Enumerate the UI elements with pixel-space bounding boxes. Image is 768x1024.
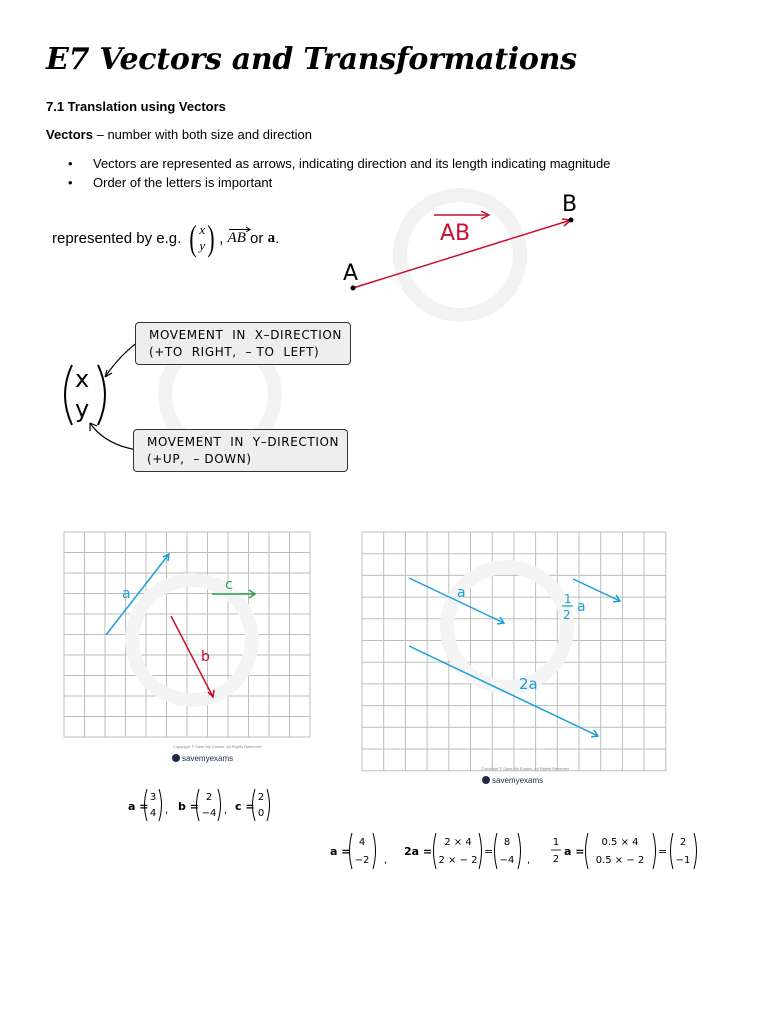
ab-vector-diagram bbox=[330, 185, 600, 300]
y-pointer bbox=[90, 423, 138, 450]
y-callout-line2: (+UP, – DOWN) bbox=[147, 452, 252, 466]
definition-text: – number with both size and direction bbox=[92, 127, 312, 142]
eq1-b-lhs: b = bbox=[178, 800, 199, 813]
bracket-left bbox=[495, 833, 498, 869]
point-a-label: A bbox=[343, 261, 359, 286]
column-entries bbox=[199, 222, 205, 254]
x-direction-callout bbox=[135, 322, 351, 365]
vector-c-label: c bbox=[225, 577, 233, 593]
eq2-half-res-top: 2 bbox=[679, 837, 687, 848]
bracket-right bbox=[159, 789, 162, 821]
bracket-left bbox=[350, 833, 353, 869]
ab-text: AB bbox=[227, 229, 246, 246]
section-heading: 7.1 Translation using Vectors bbox=[46, 99, 226, 114]
bracket-left bbox=[586, 833, 589, 869]
eq2-2a-res-top: 8 bbox=[503, 837, 511, 848]
comma: , bbox=[219, 229, 228, 247]
representation-prefix: represented by e.g. bbox=[52, 229, 186, 247]
point-b-dot bbox=[569, 218, 574, 223]
eq1-a-top: 3 bbox=[149, 792, 157, 803]
equations-grid-1 bbox=[125, 783, 295, 828]
bracket-right bbox=[518, 833, 521, 869]
y-callout-line1: MOVEMENT IN Y–DIRECTION bbox=[147, 435, 340, 449]
left-bracket: ( bbox=[189, 218, 198, 258]
x-callout-line2: (+TO RIGHT, – TO LEFT) bbox=[149, 345, 320, 359]
eq2-a-top: 4 bbox=[358, 837, 366, 848]
bullet-item: • Vectors are represented as arrows, indicating direction and its length indicating magnitude bbox=[68, 154, 610, 173]
eq2-2a-lhs: 2a = bbox=[404, 845, 433, 858]
eq2-2a-top: 2 × 4 bbox=[444, 837, 472, 848]
bracket-right bbox=[479, 833, 482, 869]
brand-logo-icon bbox=[172, 754, 180, 762]
column-bottom: y bbox=[199, 238, 206, 253]
brand-name: savemyexams bbox=[182, 754, 234, 763]
page-title: E7 Vectors and Transformations bbox=[46, 42, 577, 77]
vector-grid-2 bbox=[330, 527, 720, 882]
bracket-right bbox=[694, 833, 697, 869]
ab-notation bbox=[228, 230, 246, 247]
eq2-half-bot: 0.5 × − 2 bbox=[595, 855, 645, 866]
x-pointer bbox=[105, 342, 138, 377]
vector-a-label: a bbox=[122, 586, 131, 602]
right-paren bbox=[98, 365, 105, 425]
eq2-half-lhs: a = bbox=[564, 845, 585, 858]
period: . bbox=[275, 229, 280, 247]
equals: = bbox=[484, 845, 494, 858]
eq1-a-lhs: a = bbox=[128, 800, 149, 813]
eq2-2a-bot: 2 × − 2 bbox=[438, 855, 478, 866]
eq2-2a-res-bot: −4 bbox=[499, 855, 515, 866]
comma: , bbox=[527, 855, 531, 866]
eq1-c-top: 2 bbox=[257, 792, 265, 803]
eq1-a-bot: 4 bbox=[149, 808, 157, 819]
eq1-b-bot: −4 bbox=[201, 808, 217, 819]
representation-line bbox=[52, 220, 279, 256]
comma: , bbox=[224, 805, 228, 816]
vector-2a-line bbox=[409, 646, 598, 736]
bracket-right bbox=[373, 833, 376, 869]
brand-name: savemyexams bbox=[492, 776, 544, 785]
right-bracket: ) bbox=[207, 218, 215, 258]
ab-vector-label: AB bbox=[440, 221, 471, 246]
point-a-dot bbox=[351, 286, 356, 291]
vector-b-label: b bbox=[201, 649, 210, 665]
bracket-left bbox=[671, 833, 674, 869]
point-b-label: B bbox=[562, 192, 578, 217]
vector-2a-label: 2a bbox=[519, 675, 538, 693]
equations-grid-2 bbox=[330, 833, 697, 869]
bullet-item: • Order of the letters is important bbox=[68, 173, 610, 192]
equals: = bbox=[658, 845, 668, 858]
bracket-right bbox=[218, 789, 221, 821]
definition-line bbox=[46, 127, 312, 142]
eq2-half-top: 0.5 × 4 bbox=[601, 837, 639, 848]
bracket-right bbox=[653, 833, 656, 869]
bracket-left bbox=[434, 833, 437, 869]
vector-grid-1 bbox=[62, 530, 314, 770]
x-callout-line1: MOVEMENT IN X–DIRECTION bbox=[149, 328, 342, 342]
watermark-ring bbox=[132, 580, 252, 700]
eq2-half-den: 2 bbox=[552, 854, 560, 865]
bold-a: a bbox=[267, 229, 276, 246]
left-paren bbox=[65, 365, 72, 425]
copyright-text: Copyright © Save My Exams. All Rights Reserved bbox=[173, 744, 262, 749]
or-text: or bbox=[250, 229, 264, 247]
y-direction-callout bbox=[133, 429, 348, 472]
overarrow-icon bbox=[228, 221, 246, 227]
comma: , bbox=[165, 805, 169, 816]
half-numerator: 1 bbox=[564, 592, 572, 606]
definition-term: Vectors bbox=[46, 127, 93, 142]
vector-a-label: a bbox=[457, 585, 466, 601]
bracket-right bbox=[267, 789, 270, 821]
brand-logo-icon bbox=[482, 776, 490, 784]
comma: , bbox=[384, 855, 388, 866]
column-x-label: x bbox=[75, 365, 90, 393]
eq2-a-lhs: a = bbox=[330, 845, 351, 858]
copyright-text: Copyright © Save My Exams. All Rights Reserved bbox=[481, 766, 570, 771]
eq1-c-lhs: c = bbox=[235, 800, 255, 813]
column-vector bbox=[187, 220, 217, 256]
vector-half-a-line bbox=[573, 579, 620, 601]
eq2-half-res-bot: −1 bbox=[675, 855, 691, 866]
half-a-label: a bbox=[577, 599, 586, 615]
column-top: x bbox=[199, 222, 206, 237]
eq1-b-top: 2 bbox=[205, 792, 213, 803]
eq2-a-bot: −2 bbox=[354, 855, 370, 866]
half-denominator: 2 bbox=[563, 608, 571, 622]
eq2-half-num: 1 bbox=[552, 837, 560, 848]
eq1-c-bot: 0 bbox=[257, 808, 265, 819]
column-y-label: y bbox=[75, 395, 90, 423]
equations-1-group bbox=[128, 789, 270, 821]
